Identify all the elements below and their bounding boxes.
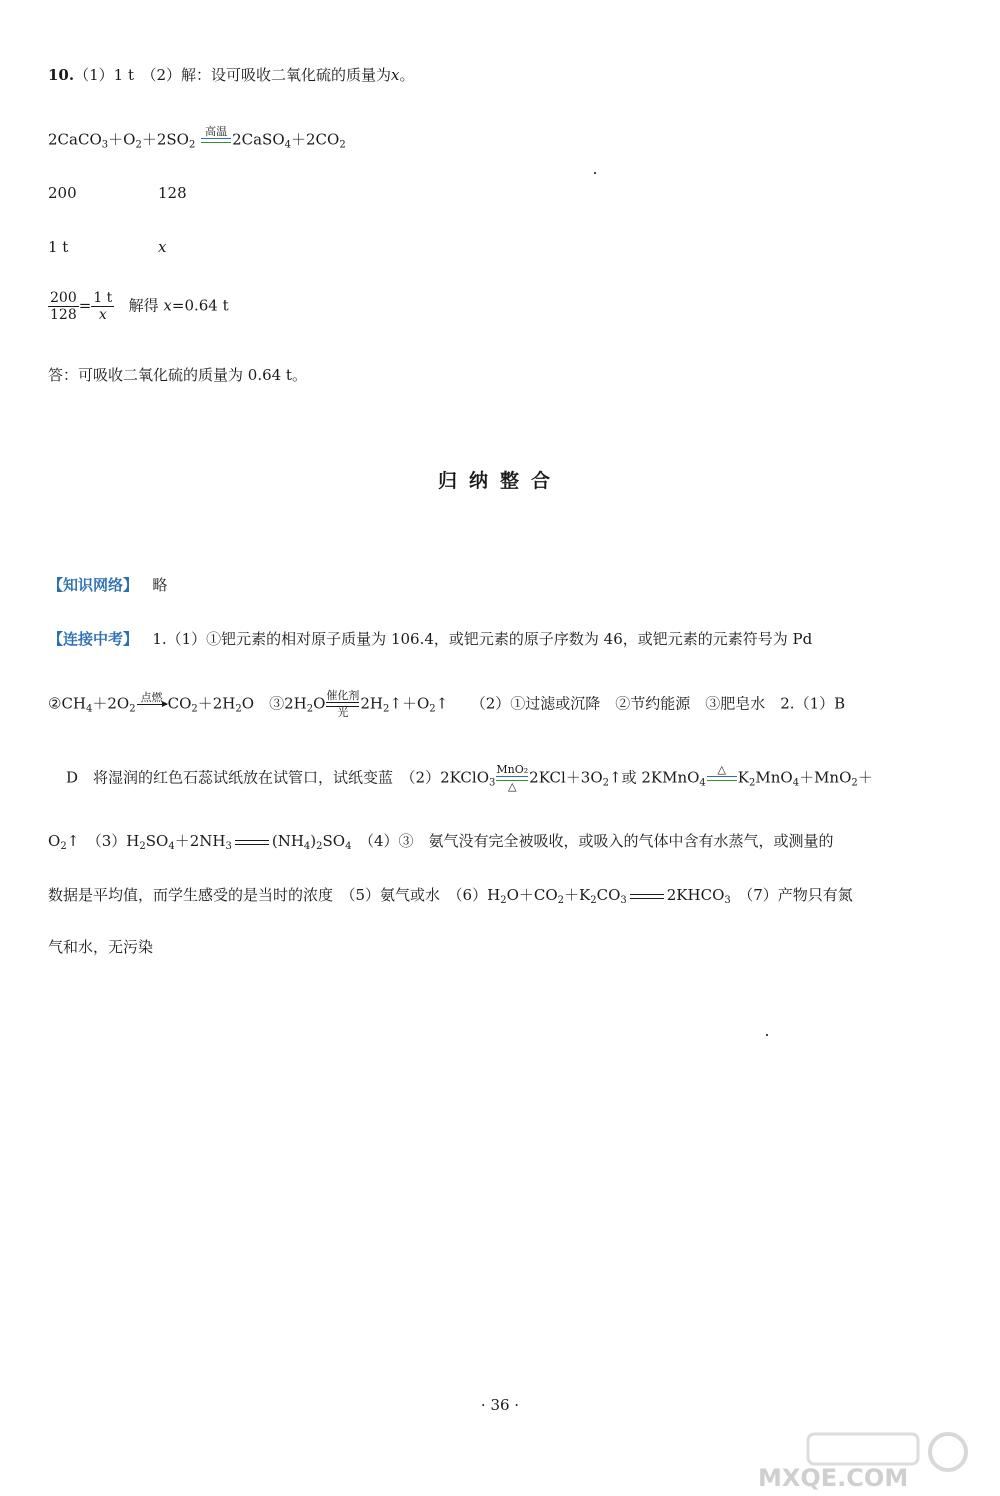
speck — [766, 1034, 768, 1036]
q10-intro: 10.（1）1 t （2）解：设可吸收二氧化硫的质量为x。 — [48, 66, 415, 84]
fraction-left: $\frac{200}{128}$ — [50, 290, 77, 323]
watermark-text: MXQE.COM — [758, 1464, 909, 1490]
q10-answer: 答：可吸收二氧化硫的质量为 0.64 t。 — [48, 366, 307, 384]
exam-line-5: 数据是平均值，而学生感受的是当时的浓度 （5）氨气或水 $(6)H_2O+CO_2+K_2CO_3$ $2KHCO_3$ （7）产物只有氮 — [48, 886, 853, 906]
speck — [594, 172, 596, 174]
q10-ratio-row-2: 1 t x — [48, 238, 167, 256]
exam-line-1: 【连接中考】 1.（1）①钯元素的相对原子质量为 106.4，或钯元素的原子序数为 46，或钯元素的元素符号为 Pd — [48, 630, 813, 648]
q10-ratio-row-1: 200 128 — [48, 184, 187, 202]
page-number: · 36 · — [480, 1396, 520, 1414]
exam-tag: 【连接中考】 — [48, 630, 139, 648]
fraction-right: $\frac{1 t}{x}$ — [93, 290, 113, 323]
knowledge-network: 【知识网络】 略 — [48, 576, 168, 594]
exam-line-2: $②CH_4+2O_2$ 点燃 $CO_2+2H_2O$ $③2H_2O$ 催化剂 光 $2H_2↑+O_2↑$ （2）①过滤或沉降 ②节约能源 ③肥皂水 2.（1）B — [48, 689, 846, 719]
q10-equation: $2CaCO_3+O_2+2SO_2$ 高温 $2CaSO_4+2CO_2$ — [48, 126, 346, 155]
exam-line-4: $O_2↑$ $(3)H_2SO_4+2NH_3$ $(NH_4)_2SO_4$ （4）③ 氨气没有完全被吸收，或吸入的气体中含有水蒸气，或测量的 — [48, 832, 834, 852]
q10-solution: $\frac{200}{128}$ = $\frac{1 t}{x}$ 解得 x=0.64 t — [50, 290, 229, 323]
watermark-logo — [748, 1430, 988, 1490]
exam-line-6: 气和水，无污染 — [48, 938, 154, 956]
knowledge-tag: 【知识网络】 — [48, 576, 139, 594]
exam-line-3: D 将湿润的红色石蕊试纸放在试管口，试纸变蓝 （2）2KClO$_3$ MnO₂ △ $2KCl+3O_2↑$或 2KMnO$_4$ △ $K_2MnO_4+MnO_2+$ — [66, 763, 873, 793]
q10-number: 10. — [48, 66, 75, 84]
q10-var: x — [391, 66, 400, 84]
section-title: 归纳整合 — [437, 470, 562, 492]
q10-intro-text: （1）1 t （2）解：设可吸收二氧化硫的质量为 — [74, 66, 392, 84]
reaction-condition: 高温 — [201, 126, 231, 155]
